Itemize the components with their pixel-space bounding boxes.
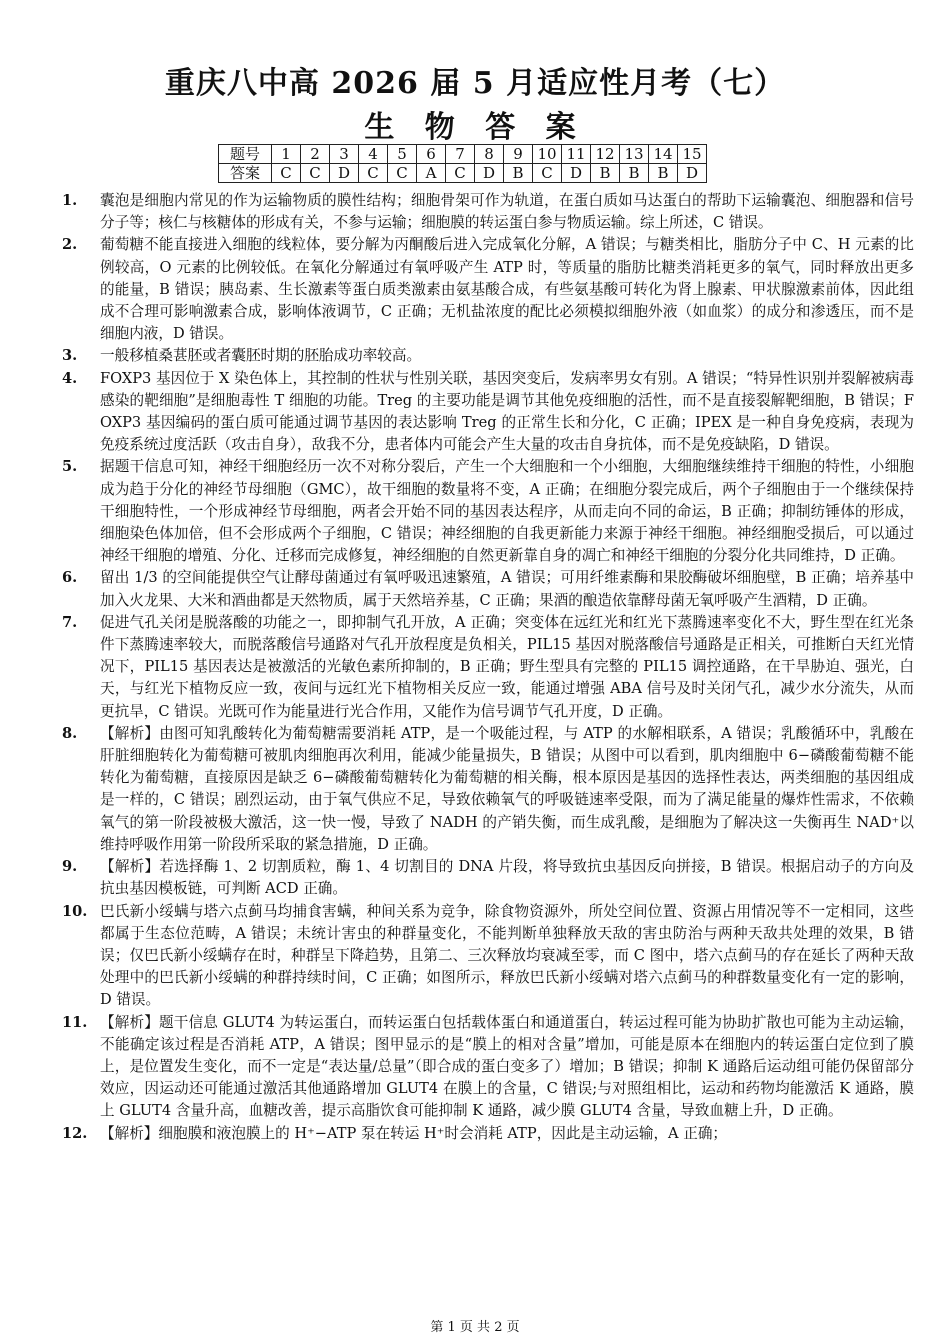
- explanation-text: 【解析】若选择酶 1、2 切割质粒，酶 1、4 切割目的 DNA 片段，将导致抗虫基因反向拼接，B 错误。根据启动子的方向及抗虫基因模板链，可判断 ACD 正确。: [100, 858, 914, 898]
- answer-cell: D: [475, 164, 504, 183]
- answer-cell: C: [388, 164, 417, 183]
- answer-cell: D: [678, 164, 707, 183]
- answer-cell: B: [620, 164, 649, 183]
- explanation-item: [62, 567, 914, 611]
- row-label-answer: 答案: [219, 164, 272, 183]
- answer-table: [218, 144, 707, 183]
- explanation-number: 2.: [62, 236, 78, 254]
- explanation-item: [62, 345, 914, 367]
- question-number-cell: 3: [330, 145, 359, 164]
- answer-table-answer-row: [219, 164, 707, 183]
- row-label-number: 题号: [219, 145, 272, 164]
- explanation-number: 3.: [62, 347, 78, 365]
- explanation-item: [62, 190, 914, 234]
- explanation-item: [62, 612, 914, 723]
- answer-cell: C: [359, 164, 388, 183]
- answer-cell: C: [301, 164, 330, 183]
- explanation-list: [62, 190, 914, 1145]
- page-title: 重庆八中高 2026 届 5 月适应性月考（七）: [164, 66, 786, 101]
- question-number-cell: 14: [649, 145, 678, 164]
- question-number-cell: 5: [388, 145, 417, 164]
- explanation-text: 【解析】题干信息 GLUT4 为转运蛋白，而转运蛋白包括载体蛋白和通道蛋白，转运过程可能为协助扩散也可能为主动运输，不能确定该过程是否消耗 ATP，A 错误；图甲显示的是“膜上的相对含量”增加，可能是原本在细胞内的转运蛋白定位到了膜上，是位置发生变化，而不一定是“表达量/总量”（即合成的蛋白变多了）增加；B 错误；抑制 K 通路后运动组可能仍保留部分效应，因运动还可能通过激活其他通路增加 GLUT4 在膜上的含量，C 错误;与对照组相比，运动和药物均能激活 K 通路，膜上 GLUT4 含量升高，血糖改善，提示高脂饮食可能抑制 K 通路，减少膜 GLUT4 含量，导致血糖上升，D 正确。: [100, 1013, 914, 1120]
- explanation-number: 10.: [62, 902, 88, 920]
- explanation-number: 12.: [62, 1124, 88, 1142]
- explanation-text: 囊泡是细胞内常见的作为运输物质的膜性结构；细胞骨架可作为轨道，在蛋白质如马达蛋白的帮助下运输囊泡、细胞器和信号分子等；核仁与核糖体的形成有关，不参与运输；细胞膜的转运蛋白参与物质运输。综上所述，C 错误。: [100, 192, 914, 232]
- explanation-text: FOXP3 基因位于 X 染色体上，其控制的性状与性别关联，基因突变后，发病率男女有别。A 错误；“特异性识别并裂解被病毒感染的靶细胞”是细胞毒性 T 细胞的功能。Treg 的主要功能是调节其他免疫细胞的活性，而不是直接裂解靶细胞，B 错误；FOXP3 基因编码的蛋白质可能通过调节基因的表达影响 Treg 的正常生长和分化，C 正确；IPEX 是一种自身免疫病，表现为免疫系统过度活跃（攻击自身），敌我不分，患者体内可能会产生大量的攻击自身抗体，而不是免疫缺陷，D 错误。: [100, 369, 914, 454]
- question-number-cell: 11: [562, 145, 591, 164]
- question-number-cell: 7: [446, 145, 475, 164]
- explanation-text: 【解析】细胞膜和液泡膜上的 H⁺−ATP 泵在转运 H⁺时会消耗 ATP，因此是主动运输，A 正确；: [100, 1124, 728, 1142]
- answer-cell: C: [272, 164, 301, 183]
- explanation-text: 一般移植桑葚胚或者囊胚时期的胚胎成功率较高。: [100, 347, 422, 365]
- explanation-number: 5.: [62, 458, 78, 476]
- explanation-number: 11.: [62, 1013, 88, 1031]
- explanation-item: [62, 901, 914, 1012]
- question-number-cell: 8: [475, 145, 504, 164]
- question-number-cell: 10: [533, 145, 562, 164]
- answer-cell: C: [533, 164, 562, 183]
- answer-cell: A: [417, 164, 446, 183]
- explanation-text: 留出 1/3 的空间能提供空气让酵母菌通过有氧呼吸迅速繁殖，A 错误；可用纤维素酶和果胶酶破坏细胞壁，B 正确；培养基中加入火龙果、大米和酒曲都是天然物质，属于天然培养基，C 正确；果酒的酿造依靠酵母菌无氧呼吸产生酒精，D 正确。: [100, 569, 914, 609]
- answer-cell: B: [504, 164, 533, 183]
- question-number-cell: 15: [678, 145, 707, 164]
- explanation-text: 【解析】由图可知乳酸转化为葡萄糖需要消耗 ATP，是一个吸能过程，与 ATP 的水解相联系，A 错误；乳酸循环中，乳酸在肝脏细胞转化为葡萄糖可被肌肉细胞再次利用，能减少能量损失，B 错误；从图中可以看到，肌肉细胞中 6−磷酸葡萄糖不能转化为葡萄糖，直接原因是缺乏 6−磷酸葡萄糖转化为葡萄糖的相关酶，根本原因是基因的选择性表达，两类细胞的基因组成是一样的，C 错误；剧烈运动，由于氧气供应不足，导致依赖氧气的呼吸链速率受限，而为了满足能量的爆炸性需求，不依赖氧气的第一阶段被极大激活，这一快一慢，导致了 NADH 的产销失衡，而生成乳酸，是细胞为了解决这一失衡再生 NAD⁺以维持呼吸作用第一阶段所采取的紧急措施，D 正确。: [100, 724, 914, 853]
- explanation-item: [62, 368, 914, 457]
- question-number-cell: 2: [301, 145, 330, 164]
- question-number-cell: 13: [620, 145, 649, 164]
- explanation-text: 据题干信息可知，神经干细胞经历一次不对称分裂后，产生一个大细胞和一个小细胞，大细胞继续维持干细胞的特性，小细胞成为趋于分化的神经节母细胞（GMC），故干细胞的数量将不变，A 正确；在细胞分裂完成后，两个子细胞由于一个继续保持干细胞特性，一个形成神经节母细胞，两者会开始不同的基因表达程序，从而走向不同的命运，B 正确；抑制纺锤体的形成，细胞染色体加倍，但不会形成两个子细胞，C 错误；神经细胞的自我更新能力来源于神经干细胞。神经细胞受损后，可以通过神经干细胞的增殖、分化、迁移而完成修复，神经细胞的自然更新靠自身的凋亡和神经干细胞的分裂分化共同维持，D 正确。: [100, 458, 914, 565]
- question-number-cell: 12: [591, 145, 620, 164]
- explanation-item: [62, 1012, 914, 1123]
- explanation-number: 6.: [62, 569, 78, 587]
- explanation-number: 4.: [62, 369, 78, 387]
- answer-cell: D: [330, 164, 359, 183]
- question-number-cell: 9: [504, 145, 533, 164]
- explanation-text: 巴氏新小绥螨与塔六点蓟马均捕食害螨，种间关系为竞争，除食物资源外，所处空间位置、资源占用情况等不一定相同，这些都属于生态位范畴，A 错误；未统计害虫的种群量变化，不能判断单独释放天敌的害虫防治与两种天敌共处理的效果，B 错误；仅巴氏新小绥螨存在时，种群呈下降趋势，且第二、三次释放均衰减至零，而 C 图中，塔六点蓟马的存在延长了两种天敌处理中的巴氏新小绥螨的种群持续时间，C 正确；如图所示，释放巴氏新小绥螨对塔六点蓟马的种群数量变化有一定的影响，D 错误。: [100, 902, 914, 1009]
- explanation-item: [62, 456, 914, 567]
- answer-cell: B: [649, 164, 678, 183]
- explanation-number: 8.: [62, 724, 78, 742]
- answer-cell: C: [446, 164, 475, 183]
- explanation-text: 葡萄糖不能直接进入细胞的线粒体，要分解为丙酮酸后进入完成氧化分解，A 错误；与糖类相比，脂肪分子中 C、H 元素的比例较高，O 元素的比例较低。在氧化分解通过有氧呼吸产生 ATP 时，等质量的脂肪比糖类消耗更多的氧气，同时释放出更多的能量，B 错误；胰岛素、生长激素等蛋白质类激素由氨基酸合成，有些氨基酸可转化为肾上腺素、甲状腺激素前体，因此组成不合理可影响激素合成，影响体液调节，C 正确；无机盐浓度的配比必须模拟细胞外液（如血浆）的成分和渗透压，而不是细胞内液，D 错误。: [100, 236, 914, 343]
- explanation-item: [62, 856, 914, 900]
- answer-cell: B: [591, 164, 620, 183]
- question-number-cell: 6: [417, 145, 446, 164]
- explanation-item: [62, 234, 914, 345]
- page-subtitle: 生 物 答 案: [364, 110, 586, 145]
- explanation-item: [62, 1123, 914, 1145]
- page-footer: 第 1 页 共 2 页: [430, 1320, 520, 1335]
- explanation-number: 9.: [62, 858, 78, 876]
- question-number-cell: 1: [272, 145, 301, 164]
- question-number-cell: 4: [359, 145, 388, 164]
- explanation-item: [62, 723, 914, 856]
- answer-table-number-row: [219, 145, 707, 164]
- explanation-number: 1.: [62, 192, 78, 209]
- explanation-text: 促进气孔关闭是脱落酸的功能之一，即抑制气孔开放，A 正确；突变体在远红光和红光下蒸腾速率变化不大，野生型在红光条件下蒸腾速率较大，而脱落酸信号通路对气孔开放程度是负相关，PIL15 基因对脱落酸信号通路是正相关，可推断白天红光情况下，PIL15 基因表达是被激活的光敏色素所抑制的，B 正确；野生型具有完整的 PIL15 调控通路，在干旱胁迫、强光，白天，与红光下植物反应一致，夜间与远红光下植物相关反应一致，能通过增强 ABA 信号及时关闭气孔，减少水分流失，从而更抗旱，C 错误。光既可作为能量进行光合作用，又能作为信号调节气孔开度，D 正确。: [100, 613, 914, 720]
- answer-cell: D: [562, 164, 591, 183]
- explanation-number: 7.: [62, 613, 78, 631]
